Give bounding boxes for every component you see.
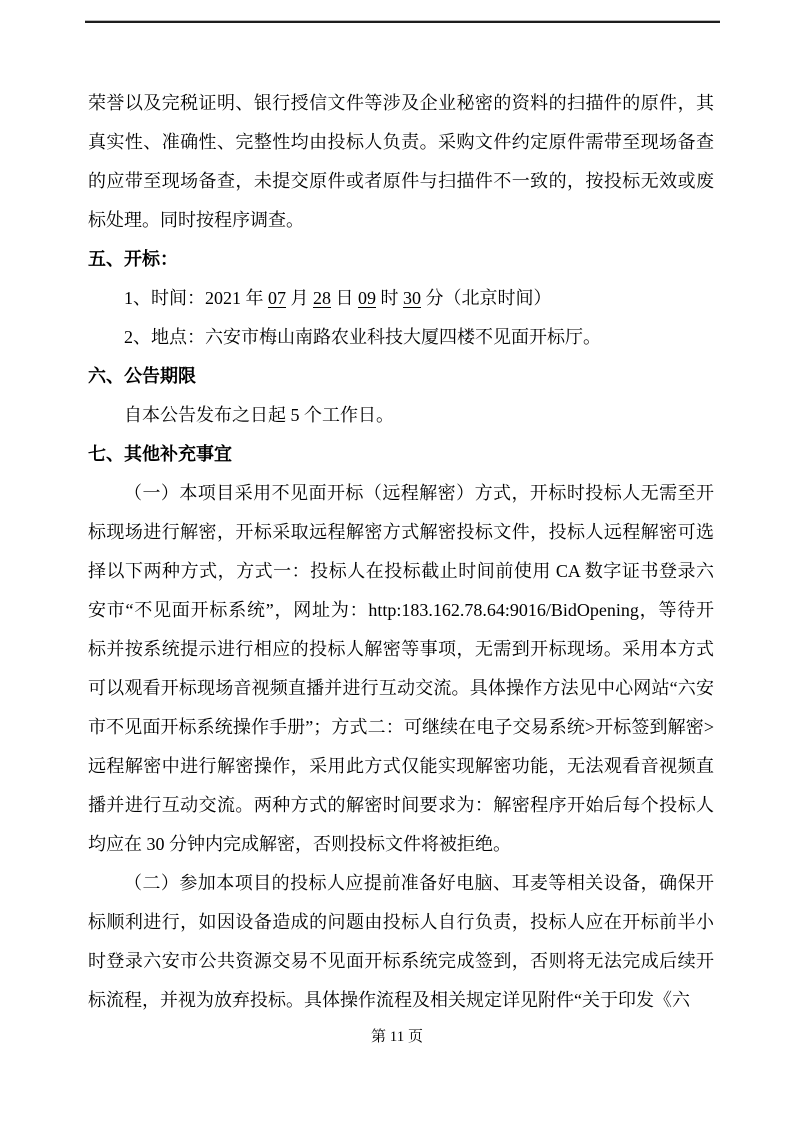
time-hour-label: 时	[376, 288, 403, 308]
section-6-heading: 六、公告期限	[88, 366, 196, 386]
time-hour-value: 09	[358, 288, 376, 308]
open-bid-place-item: 2、地点：六安市梅山南路农业科技大厦四楼不见面开标厅。	[124, 327, 601, 347]
paragraph-continuation: 荣誉以及完税证明、银行授信文件等涉及企业秘密的资料的扫描件的原件，其真实性、准确性、完整性均由投标人负责。采购文件约定原件需带至现场备查的应带至现场备查，未提交原件或者原件与扫描件不一致的，按投标无效或废标处理。同时按程序调查。	[88, 93, 714, 230]
other-matters-paragraph-two: （二）参加本项目的投标人应提前准备好电脑、耳麦等相关设备，确保开标顺利进行，如因设备造成的问题由投标人自行负责，投标人应在开标前半小时登录六安市公共资源交易不见面开标系统完成签到，否则将无法完成后续开标流程，并视为放弃投标。具体操作流程及相关规定详见附件“关于印发《六	[88, 873, 714, 1010]
notice-period-body: 自本公告发布之日起 5 个工作日。	[124, 405, 394, 425]
time-month-label: 月	[286, 288, 313, 308]
time-prefix: 1、时间：2021 年	[124, 288, 268, 308]
other-matters-paragraph-one: （一）本项目采用不见面开标（远程解密）方式，开标时投标人无需至开标现场进行解密，开标采取远程解密方式解密投标文件，投标人远程解密可选择以下两种方式，方式一：投标人在投标截止时间前使用 CA 数字证书登录六安市“不见面开标系统”，网址为：http:183.162.78.64:9016/BidOpening，等待开标并按系统提示进行相应的投标人解密等事项，无需到开标现场。采用本方式可以观看开标现场音视频直播并进行互动交流。具体操作方法见中心网站“六安市不见面开标系统操作手册”；方式二：可继续在电子交易系统>开标签到解密>远程解密中进行解密操作，采用此方式仅能实现解密功能，无法观看音视频直播并进行互动交流。两种方式的解密时间要求为：解密程序开始后每个投标人均应在 30 分钟内完成解密，否则投标文件将被拒绝。	[88, 483, 714, 854]
page-number: 第 11 页	[371, 1029, 423, 1045]
time-minute-value: 30	[403, 288, 421, 308]
header-rule	[85, 20, 720, 23]
time-suffix: 分（北京时间）	[421, 288, 552, 308]
section-7-heading: 七、其他补充事宜	[88, 444, 232, 464]
open-bid-time-item	[88, 279, 714, 318]
section-5-heading: 五、开标：	[88, 249, 178, 269]
page-footer	[0, 1026, 794, 1048]
time-day-label: 日	[331, 288, 358, 308]
document-content	[88, 84, 714, 1020]
time-day-value: 28	[313, 288, 331, 308]
time-month-value: 07	[268, 288, 286, 308]
